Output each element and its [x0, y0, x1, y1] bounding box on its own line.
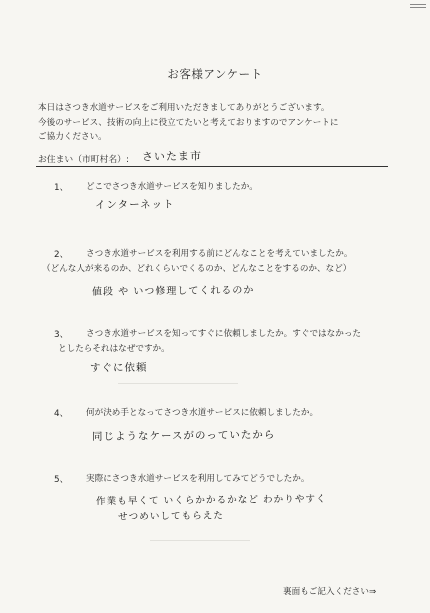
question-2-answer: 値段 や いつ修理してくれるのか	[91, 285, 255, 298]
question-1-number: 1、	[54, 183, 69, 193]
question-4-number: 4、	[54, 409, 69, 419]
question-5-text: 実際にさつき水道サービスを利用してみてどうでしたか。	[86, 474, 310, 484]
question-2-number: 2、	[54, 250, 69, 260]
question-3-text-line-2: としたらそれはなぜですか。	[58, 344, 170, 354]
question-2-text: さつき水道サービスを利用する前にどんなことを考えていましたか。	[86, 249, 353, 259]
question-1-text: どこでさつき水道サービスを知りましたか。	[86, 182, 258, 192]
question-5-answer-line-2: せつめいしてもらえた	[117, 510, 225, 523]
question-5-answer: 作業も早くて いくらかかるかなど わかりやすく	[95, 493, 327, 508]
intro-line-2: 今後のサービス、技術の向上に役立てたいと考えておりますのでアンケートに	[38, 118, 339, 128]
page-title: お客様アンケート	[167, 67, 263, 81]
question-3-text: さつき水道サービスを知ってすぐに依頼しましたか。すぐではなかった	[86, 329, 362, 339]
question-5-number: 5、	[54, 475, 69, 485]
question-3-answer: すぐに依頼	[89, 361, 148, 375]
address-rule	[36, 166, 388, 167]
question-4-text: 何が決め手となってさつき水道サービスに依頼しましたか。	[86, 408, 319, 418]
intro-line-3: ご協力ください。	[38, 132, 107, 142]
bleed-through-line	[150, 540, 250, 541]
bleed-through-line	[118, 383, 238, 384]
question-3-number: 3、	[54, 330, 69, 340]
address-answer: さいたま市	[141, 149, 203, 164]
footer-note: 裏面もご記入ください⇒	[283, 587, 377, 597]
intro-line-1: 本日はさつき水道サービスをご利用いただきましてありがとうございます。	[38, 103, 330, 113]
corner-mark	[410, 4, 426, 12]
question-1-answer: インターネット	[94, 198, 175, 212]
question-2-text-line-2: （どんな人が来るのか、どれくらいでくるのか、どんなことをするのか、など）	[42, 264, 352, 274]
question-4-answer: 同じようなケースがのっていたから	[91, 429, 276, 443]
address-label: お住まい（市町村名）:	[38, 155, 129, 165]
